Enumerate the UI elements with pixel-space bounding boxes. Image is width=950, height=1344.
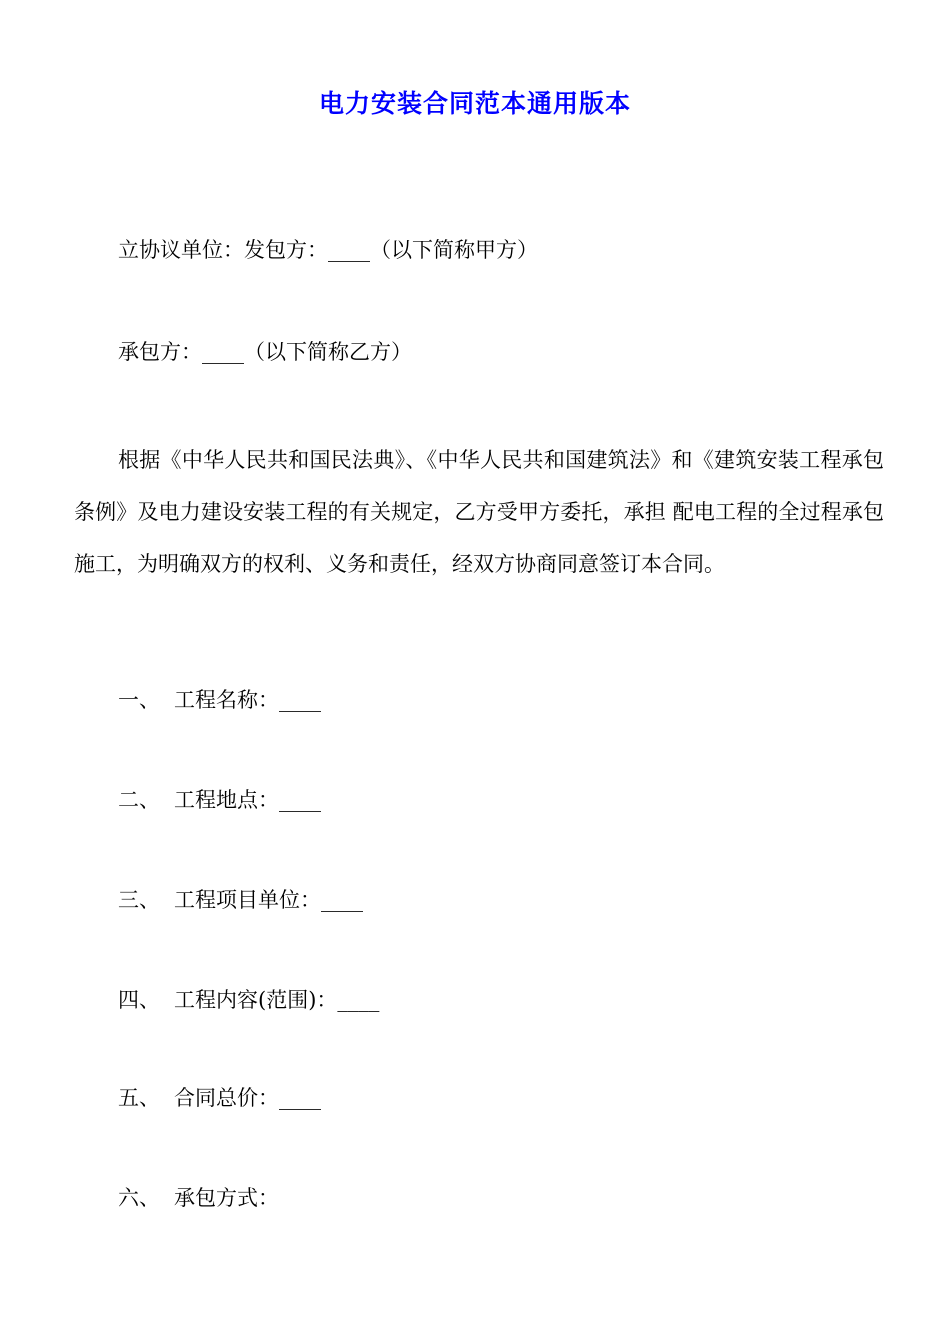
clause-text: 工程项目单位：____	[174, 888, 363, 912]
clause-number: 三、	[118, 888, 160, 912]
clause-text: 合同总价：____	[174, 1086, 321, 1110]
clause-number: 二、	[118, 788, 160, 812]
clause-number: 五、	[118, 1086, 160, 1110]
clause-item	[118, 986, 379, 1014]
clause-text: 工程内容(范围)：____	[174, 988, 380, 1012]
clause-text: 工程地点：____	[174, 788, 321, 812]
clause-item	[118, 786, 321, 814]
party-b-line: 承包方：____（以下简称乙方）	[118, 340, 412, 364]
party-a-line: 立协议单位：发包方：____（以下简称甲方）	[118, 238, 538, 262]
clause-number: 一、	[118, 688, 160, 712]
clause-item	[118, 1084, 321, 1112]
clause-item	[118, 1184, 279, 1212]
preamble-paragraph: 根据《中华人民共和国民法典》、《中华人民共和国建筑法》和《建筑安装工程承包条例》及电力建设安装工程的有关规定，乙方受甲方委托，承担 配电工程的全过程承包施工，为明确双方的权利、义务和责任，经双方协商同意签订本合同。	[74, 448, 884, 576]
clause-text: 承包方式：	[174, 1186, 279, 1210]
clause-item	[118, 686, 321, 714]
clause-number: 四、	[118, 988, 160, 1012]
clause-item	[118, 886, 363, 914]
clause-number: 六、	[118, 1186, 160, 1210]
document-title: 电力安装合同范本通用版本	[318, 89, 631, 118]
clause-text: 工程名称：____	[174, 688, 321, 712]
